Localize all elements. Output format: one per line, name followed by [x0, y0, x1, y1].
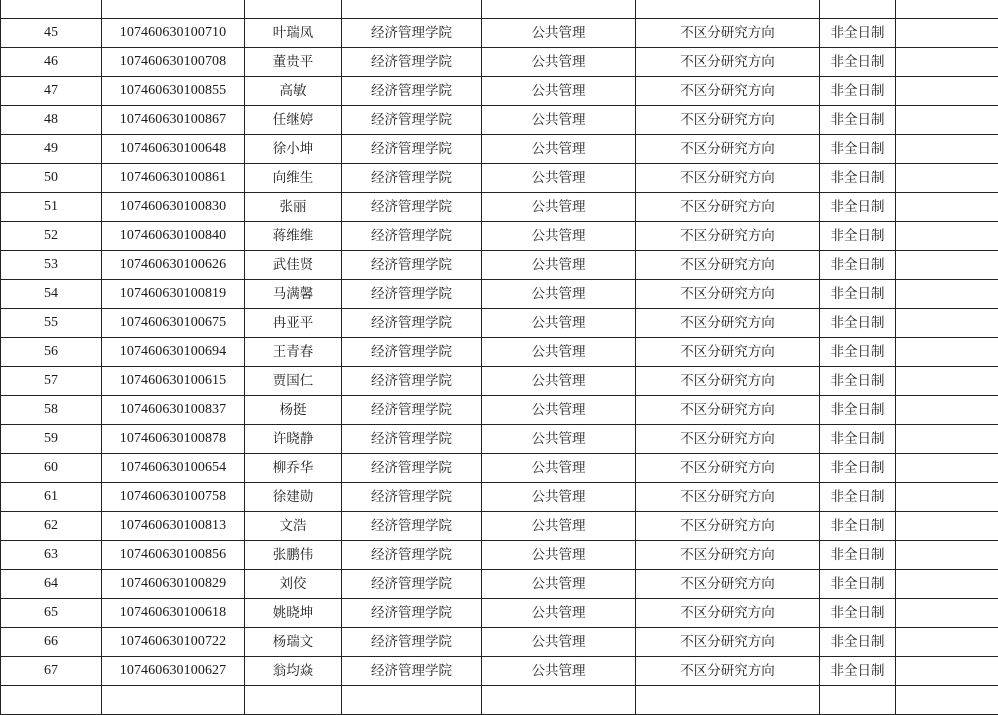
research-direction-cell: 不区分研究方向	[636, 338, 820, 367]
candidate-name-cell: 柳乔华	[245, 454, 342, 483]
research-direction-cell: 不区分研究方向	[636, 19, 820, 48]
candidate-id-cell: 107460630100840	[102, 222, 245, 251]
table-row	[1, 338, 998, 367]
serial-number-cell: 45	[1, 19, 102, 48]
table-row	[1, 77, 998, 106]
research-direction-cell: 不区分研究方向	[636, 251, 820, 280]
study-mode-cell: 非全日制	[820, 541, 896, 570]
research-direction-cell	[636, 0, 820, 19]
candidate-name-cell: 贾国仁	[245, 367, 342, 396]
remark-cell	[896, 222, 998, 251]
school-cell: 经济管理学院	[342, 541, 482, 570]
table-row	[1, 280, 998, 309]
remark-cell	[896, 338, 998, 367]
table-row	[1, 251, 998, 280]
school-cell: 经济管理学院	[342, 454, 482, 483]
study-mode-cell: 非全日制	[820, 338, 896, 367]
school-cell: 经济管理学院	[342, 309, 482, 338]
major-cell: 公共管理	[482, 338, 636, 367]
research-direction-cell: 不区分研究方向	[636, 222, 820, 251]
serial-number-cell: 65	[1, 599, 102, 628]
serial-number-cell: 66	[1, 628, 102, 657]
serial-number-cell: 62	[1, 512, 102, 541]
major-cell: 公共管理	[482, 193, 636, 222]
study-mode-cell: 非全日制	[820, 193, 896, 222]
candidate-id-cell: 107460630100819	[102, 280, 245, 309]
serial-number-cell: 54	[1, 280, 102, 309]
candidate-id-cell: 107460630100878	[102, 425, 245, 454]
candidate-id-cell: 107460630100694	[102, 338, 245, 367]
serial-number-cell: 48	[1, 106, 102, 135]
research-direction-cell: 不区分研究方向	[636, 193, 820, 222]
study-mode-cell: 非全日制	[820, 570, 896, 599]
study-mode-cell	[820, 686, 896, 715]
research-direction-cell: 不区分研究方向	[636, 77, 820, 106]
research-direction-cell: 不区分研究方向	[636, 599, 820, 628]
candidate-name-cell: 刘佼	[245, 570, 342, 599]
serial-number-cell: 46	[1, 48, 102, 77]
candidate-id-cell: 107460630100830	[102, 193, 245, 222]
candidate-name-cell: 王青春	[245, 338, 342, 367]
candidate-name-cell	[245, 0, 342, 19]
major-cell: 公共管理	[482, 280, 636, 309]
major-cell: 公共管理	[482, 106, 636, 135]
school-cell: 经济管理学院	[342, 164, 482, 193]
table-row	[1, 686, 998, 715]
research-direction-cell: 不区分研究方向	[636, 570, 820, 599]
candidate-name-cell: 文浩	[245, 512, 342, 541]
candidate-id-cell	[102, 686, 245, 715]
school-cell: 经济管理学院	[342, 425, 482, 454]
table-row	[1, 425, 998, 454]
study-mode-cell: 非全日制	[820, 222, 896, 251]
candidate-name-cell: 高敏	[245, 77, 342, 106]
major-cell: 公共管理	[482, 222, 636, 251]
table-row	[1, 628, 998, 657]
remark-cell	[896, 193, 998, 222]
serial-number-cell: 52	[1, 222, 102, 251]
table-row	[1, 0, 998, 19]
table-row	[1, 512, 998, 541]
remark-cell	[896, 599, 998, 628]
remark-cell	[896, 48, 998, 77]
serial-number-cell: 67	[1, 657, 102, 686]
study-mode-cell: 非全日制	[820, 657, 896, 686]
remark-cell	[896, 309, 998, 338]
major-cell: 公共管理	[482, 164, 636, 193]
candidate-name-cell: 张鹏伟	[245, 541, 342, 570]
research-direction-cell: 不区分研究方向	[636, 309, 820, 338]
remark-cell	[896, 686, 998, 715]
table-row	[1, 396, 998, 425]
research-direction-cell: 不区分研究方向	[636, 164, 820, 193]
study-mode-cell: 非全日制	[820, 19, 896, 48]
major-cell	[482, 0, 636, 19]
table-row	[1, 106, 998, 135]
study-mode-cell: 非全日制	[820, 251, 896, 280]
candidate-name-cell: 姚晓坤	[245, 599, 342, 628]
candidate-name-cell: 董贵平	[245, 48, 342, 77]
study-mode-cell: 非全日制	[820, 599, 896, 628]
serial-number-cell: 50	[1, 164, 102, 193]
candidate-name-cell: 许晓静	[245, 425, 342, 454]
research-direction-cell: 不区分研究方向	[636, 106, 820, 135]
table-row	[1, 19, 998, 48]
major-cell: 公共管理	[482, 251, 636, 280]
table-row	[1, 222, 998, 251]
school-cell: 经济管理学院	[342, 135, 482, 164]
research-direction-cell: 不区分研究方向	[636, 512, 820, 541]
study-mode-cell: 非全日制	[820, 106, 896, 135]
school-cell: 经济管理学院	[342, 193, 482, 222]
study-mode-cell: 非全日制	[820, 454, 896, 483]
candidate-id-cell: 107460630100626	[102, 251, 245, 280]
serial-number-cell: 59	[1, 425, 102, 454]
candidate-id-cell: 107460630100675	[102, 309, 245, 338]
research-direction-cell: 不区分研究方向	[636, 396, 820, 425]
serial-number-cell: 56	[1, 338, 102, 367]
research-direction-cell: 不区分研究方向	[636, 483, 820, 512]
research-direction-cell: 不区分研究方向	[636, 425, 820, 454]
candidate-id-cell: 107460630100829	[102, 570, 245, 599]
candidate-name-cell: 冉亚平	[245, 309, 342, 338]
candidate-id-cell: 107460630100618	[102, 599, 245, 628]
research-direction-cell: 不区分研究方向	[636, 48, 820, 77]
candidate-name-cell: 向维生	[245, 164, 342, 193]
major-cell: 公共管理	[482, 512, 636, 541]
candidate-id-cell: 107460630100861	[102, 164, 245, 193]
candidate-id-cell: 107460630100654	[102, 454, 245, 483]
candidate-name-cell	[245, 686, 342, 715]
serial-number-cell: 63	[1, 541, 102, 570]
table-row	[1, 599, 998, 628]
remark-cell	[896, 483, 998, 512]
remark-cell	[896, 164, 998, 193]
study-mode-cell: 非全日制	[820, 483, 896, 512]
candidate-name-cell: 张丽	[245, 193, 342, 222]
candidate-id-cell: 107460630100813	[102, 512, 245, 541]
school-cell: 经济管理学院	[342, 599, 482, 628]
research-direction-cell: 不区分研究方向	[636, 454, 820, 483]
table-row	[1, 164, 998, 193]
remark-cell	[896, 512, 998, 541]
major-cell: 公共管理	[482, 19, 636, 48]
serial-number-cell: 57	[1, 367, 102, 396]
school-cell: 经济管理学院	[342, 251, 482, 280]
research-direction-cell: 不区分研究方向	[636, 280, 820, 309]
serial-number-cell: 53	[1, 251, 102, 280]
study-mode-cell	[820, 0, 896, 19]
remark-cell	[896, 425, 998, 454]
major-cell: 公共管理	[482, 570, 636, 599]
candidate-name-cell: 翁均焱	[245, 657, 342, 686]
school-cell: 经济管理学院	[342, 106, 482, 135]
table-row	[1, 309, 998, 338]
school-cell: 经济管理学院	[342, 512, 482, 541]
serial-number-cell: 61	[1, 483, 102, 512]
study-mode-cell: 非全日制	[820, 512, 896, 541]
serial-number-cell: 55	[1, 309, 102, 338]
remark-cell	[896, 251, 998, 280]
major-cell	[482, 686, 636, 715]
study-mode-cell: 非全日制	[820, 425, 896, 454]
school-cell: 经济管理学院	[342, 77, 482, 106]
remark-cell	[896, 454, 998, 483]
candidate-name-cell: 任继婷	[245, 106, 342, 135]
school-cell: 经济管理学院	[342, 396, 482, 425]
candidate-name-cell: 马满馨	[245, 280, 342, 309]
candidate-id-cell: 107460630100758	[102, 483, 245, 512]
remark-cell	[896, 628, 998, 657]
study-mode-cell: 非全日制	[820, 164, 896, 193]
major-cell: 公共管理	[482, 657, 636, 686]
major-cell: 公共管理	[482, 541, 636, 570]
major-cell: 公共管理	[482, 396, 636, 425]
school-cell: 经济管理学院	[342, 657, 482, 686]
study-mode-cell: 非全日制	[820, 396, 896, 425]
serial-number-cell: 58	[1, 396, 102, 425]
school-cell: 经济管理学院	[342, 483, 482, 512]
major-cell: 公共管理	[482, 628, 636, 657]
candidate-id-cell: 107460630100627	[102, 657, 245, 686]
remark-cell	[896, 135, 998, 164]
school-cell: 经济管理学院	[342, 48, 482, 77]
candidate-id-cell: 107460630100648	[102, 135, 245, 164]
study-mode-cell: 非全日制	[820, 309, 896, 338]
candidate-name-cell: 徐小坤	[245, 135, 342, 164]
major-cell: 公共管理	[482, 48, 636, 77]
remark-cell	[896, 280, 998, 309]
serial-number-cell: 51	[1, 193, 102, 222]
candidate-name-cell: 杨瑞文	[245, 628, 342, 657]
study-mode-cell: 非全日制	[820, 77, 896, 106]
school-cell: 经济管理学院	[342, 570, 482, 599]
remark-cell	[896, 0, 998, 19]
remark-cell	[896, 19, 998, 48]
study-mode-cell: 非全日制	[820, 628, 896, 657]
candidate-name-cell: 杨挺	[245, 396, 342, 425]
remark-cell	[896, 541, 998, 570]
candidate-id-cell: 107460630100867	[102, 106, 245, 135]
study-mode-cell: 非全日制	[820, 367, 896, 396]
major-cell: 公共管理	[482, 454, 636, 483]
candidate-name-cell: 武佳贤	[245, 251, 342, 280]
major-cell: 公共管理	[482, 483, 636, 512]
candidate-id-cell	[102, 0, 245, 19]
table-row	[1, 541, 998, 570]
table-body	[1, 0, 998, 715]
research-direction-cell: 不区分研究方向	[636, 541, 820, 570]
table-row	[1, 483, 998, 512]
table-row	[1, 48, 998, 77]
candidate-name-cell: 叶瑞凤	[245, 19, 342, 48]
candidate-id-cell: 107460630100837	[102, 396, 245, 425]
candidate-id-cell: 107460630100855	[102, 77, 245, 106]
remark-cell	[896, 77, 998, 106]
remark-cell	[896, 396, 998, 425]
table-row	[1, 657, 998, 686]
table-row	[1, 367, 998, 396]
candidate-id-cell: 107460630100710	[102, 19, 245, 48]
remark-cell	[896, 657, 998, 686]
remark-cell	[896, 367, 998, 396]
study-mode-cell: 非全日制	[820, 280, 896, 309]
serial-number-cell: 49	[1, 135, 102, 164]
study-mode-cell: 非全日制	[820, 48, 896, 77]
research-direction-cell: 不区分研究方向	[636, 657, 820, 686]
school-cell: 经济管理学院	[342, 628, 482, 657]
major-cell: 公共管理	[482, 599, 636, 628]
school-cell	[342, 686, 482, 715]
major-cell: 公共管理	[482, 77, 636, 106]
major-cell: 公共管理	[482, 425, 636, 454]
table-row	[1, 135, 998, 164]
serial-number-cell: 47	[1, 77, 102, 106]
research-direction-cell: 不区分研究方向	[636, 135, 820, 164]
table-row	[1, 570, 998, 599]
candidate-id-cell: 107460630100722	[102, 628, 245, 657]
research-direction-cell: 不区分研究方向	[636, 628, 820, 657]
study-mode-cell: 非全日制	[820, 135, 896, 164]
candidate-id-cell: 107460630100615	[102, 367, 245, 396]
serial-number-cell: 60	[1, 454, 102, 483]
school-cell: 经济管理学院	[342, 280, 482, 309]
school-cell: 经济管理学院	[342, 367, 482, 396]
remark-cell	[896, 106, 998, 135]
remark-cell	[896, 570, 998, 599]
table-row	[1, 193, 998, 222]
serial-number-cell: 64	[1, 570, 102, 599]
candidate-name-cell: 徐建勋	[245, 483, 342, 512]
candidate-name-cell: 蒋维维	[245, 222, 342, 251]
major-cell: 公共管理	[482, 135, 636, 164]
school-cell	[342, 0, 482, 19]
major-cell: 公共管理	[482, 309, 636, 338]
research-direction-cell	[636, 686, 820, 715]
school-cell: 经济管理学院	[342, 19, 482, 48]
school-cell: 经济管理学院	[342, 222, 482, 251]
serial-number-cell	[1, 0, 102, 19]
school-cell: 经济管理学院	[342, 338, 482, 367]
table-row	[1, 454, 998, 483]
serial-number-cell	[1, 686, 102, 715]
candidate-id-cell: 107460630100708	[102, 48, 245, 77]
major-cell: 公共管理	[482, 367, 636, 396]
candidate-id-cell: 107460630100856	[102, 541, 245, 570]
research-direction-cell: 不区分研究方向	[636, 367, 820, 396]
